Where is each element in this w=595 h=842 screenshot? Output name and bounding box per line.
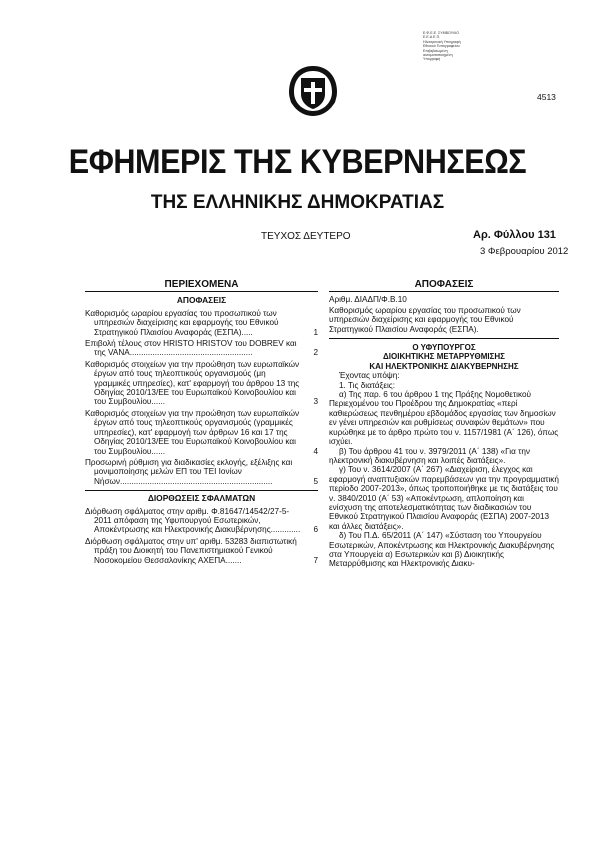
issue-date: 3 Φεβρουαρίου 2012 xyxy=(480,246,569,257)
contents-decisions-list xyxy=(85,309,318,486)
digital-signature-stamp xyxy=(423,31,475,62)
gazette-subtitle: ΤΗΣ ΕΛΛΗΝΙΚΗΣ ΔΗΜΟΚΡΑΤΙΑΣ xyxy=(150,192,445,213)
body-paragraph: Έχοντας υπόψη: xyxy=(339,371,400,381)
body-paragraph: γ) Του ν. 3614/2007 (Α΄ 267) «Διαχείριση, έλεγχος και εφαρμογή αναπτυξιακών παρεμβάσεων για την προγραμματική περίοδο 2007-2013», όπως τροποποιήθηκε με τις διατάξεις του ν. 3840/2010 (Α΄ 53) «Αποκέντρωση, απλοποίηση και ενίσχυση της αποτελεσματικότητας των διαδικασιών του Εθνικού Στρατηγικού Πλαισίου Αναφοράς (ΕΣΠΑ) 2007-2013 και άλλες διατάξεις». xyxy=(329,465,559,531)
gazette-title: ΕΦΗΜΕΡΙΣ ΤΗΣ ΚΥΒΕΡΝΗΣΕΩΣ xyxy=(68,143,527,181)
stamp-line: αυτοματοποιημένη xyxy=(423,53,453,58)
decisions-heading: ΑΠΟΦΑΣΕΙΣ xyxy=(329,280,559,292)
decision-title: Καθορισμός ωραρίου εργασίας του προσωπικού των υπηρεσιών διαχείρισης και εφαρμογής του Εθνικού Στρατηγικού Πλαισίου Αναφοράς (ΕΣΠΑ). xyxy=(329,305,521,334)
toc-entry: Καθορισμός στοιχείων για την προώθηση των ευρωπαϊκών έργων από τους τηλεοπτικούς οργανισμούς (μη γραμμικές υπηρεσίες), κατ' εφαρμογή του άρθρου 13 της Οδηγίας 2010/13/ΕΕ του Ευρωπαϊκού Κοινοβουλίου και του Συμβουλίου...... 3 xyxy=(85,359,318,407)
contents-heading: ΠΕΡΙΕΧΟΜΕΝΑ xyxy=(85,280,318,292)
stamp-line: Επιβεβαιωμένη xyxy=(423,48,448,53)
toc-entry: Καθορισμός στοιχείων για την προώθηση των ευρωπαϊκών έργων από τους τηλεοπτικούς οργανισμούς (γραμμικές υπηρεσίες), κατ' εφαρμογή των άρθρων 16 και 17 της Οδηγίας 2010/13/ΕΕ του Ευρωπαϊκού Κοινοβουλίου και του Συμβουλίου...... 4 xyxy=(85,408,318,456)
stamp-line: Ε.Φ.Ε.Ε. ΣΥΜΒΟΥΛΙΟ xyxy=(423,31,460,35)
contents-corrections-list xyxy=(85,507,318,565)
toc-entry: Προσωρινή ρύθμιση για διαδικασίες εκλογής, εξέλιξης και μονιμοποίησης μελών ΕΠ του ΤΕΙ Ιονίων Νήσων................................................................... 5 xyxy=(85,457,318,486)
toc-entry: Διόρθωση σφάλματος στην υπ' αριθμ. 53283 διαπιστωτική πράξη του Διοικητή του Πανεπιστημιακού Γενικού Νοσοκομείου Θεσσαλονίκης ΑΧΕΠΑ....... 7 xyxy=(85,536,318,565)
issue-label: ΤΕΥΧΟΣ ΔΕΥΤΕΡΟ xyxy=(261,231,351,242)
page-number: 4513 xyxy=(537,92,556,102)
stamp-line: Υπογραφή xyxy=(423,57,441,62)
body-paragraph: α) Της παρ. 6 του άρθρου 1 της Πράξης Νομοθετικού Περιεχομένου του Προέδρου της Δημοκρατίας «περί καθιερώσεως πενθημέρου εβδομάδος εργασίας των δημοσίων εν γένει υπηρεσιών και ρυθμίσεως συναφών θεμάτων» που κυρώθηκε με το άρθρο πρώτο του ν. 1157/1981 (Α΄ 126), όπως ισχύει. xyxy=(329,390,559,447)
toc-entry: Καθορισμός ωραρίου εργασίας του προσωπικού των υπηρεσιών διαχείρισης και εφαρμογής του Εθνικού Στρατηγικού Πλαισίου Αναφοράς (ΕΣΠΑ)..... 1 xyxy=(85,308,318,337)
issuer-line: ΚΑΙ ΗΛΕΚΤΡΟΝΙΚΗΣ ΔΙΑΚΥΒΕΡΝΗΣΗΣ xyxy=(369,361,519,371)
stamp-line: Ηλεκτρονική Υπογραφή xyxy=(423,39,461,44)
contents-corrections-heading: ΔΙΟΡΘΩΣΕΙΣ ΣΦΑΛΜΑΤΩΝ xyxy=(85,490,318,503)
decision-reference: Αριθμ. ΔΙΑΔΠ/Φ.Β.10 xyxy=(329,295,407,305)
contents-column xyxy=(85,280,318,567)
issuer-line: ΔΙΟΙΚΗΤΙΚΗΣ ΜΕΤΑΡΡΥΘΜΙΣΗΣ xyxy=(383,352,505,362)
issuer-line: Ο ΥΦΥΠΟΥΡΓΟΣ xyxy=(412,343,476,353)
greek-coat-of-arms-emblem xyxy=(285,62,341,118)
body-paragraph: δ) Του Π.Δ. 65/2011 (Α΄ 147) «Σύσταση του Υπουργείου Εσωτερικών, Αποκέντρωσης και Ηλεκτρονικής Διακυβέρνησης στα Υπουργεία α) Εσωτερικών και β) Διοικητικής Μεταρρύθμισης και Ηλεκτρονικής Διακυ- xyxy=(329,531,555,569)
stamp-line: Εθνικού Τυπογραφείου xyxy=(423,44,460,49)
body-paragraph: 1. Τις διατάξεις: xyxy=(339,380,396,390)
toc-entry: Επιβολή τέλους στον HRISTO HRISTOV του DOBREV και της VANA...................................................... 2 xyxy=(85,339,318,358)
body-paragraph: β) Του άρθρου 41 του ν. 3979/2011 (Α΄ 138) «Για την ηλεκτρονική διακυβέρνηση και λοιπές διατάξεις». xyxy=(329,446,530,465)
contents-decisions-heading: ΑΠΟΦΑΣΕΙΣ xyxy=(176,295,227,306)
stamp-line: Ε.Ε.Α.Ε.Π. xyxy=(423,35,441,40)
decisions-column xyxy=(329,280,559,569)
sheet-number: Αρ. Φύλλου 131 xyxy=(473,229,556,241)
toc-entry: Διόρθωση σφάλματος στην αριθμ. Φ.81647/14542/27-5-2011 απόφαση της Υφυπουργού Εσωτερικών, Αποκέντρωσης και Ηλεκτρονικής Διακυβέρνησης............. 6 xyxy=(85,506,318,535)
